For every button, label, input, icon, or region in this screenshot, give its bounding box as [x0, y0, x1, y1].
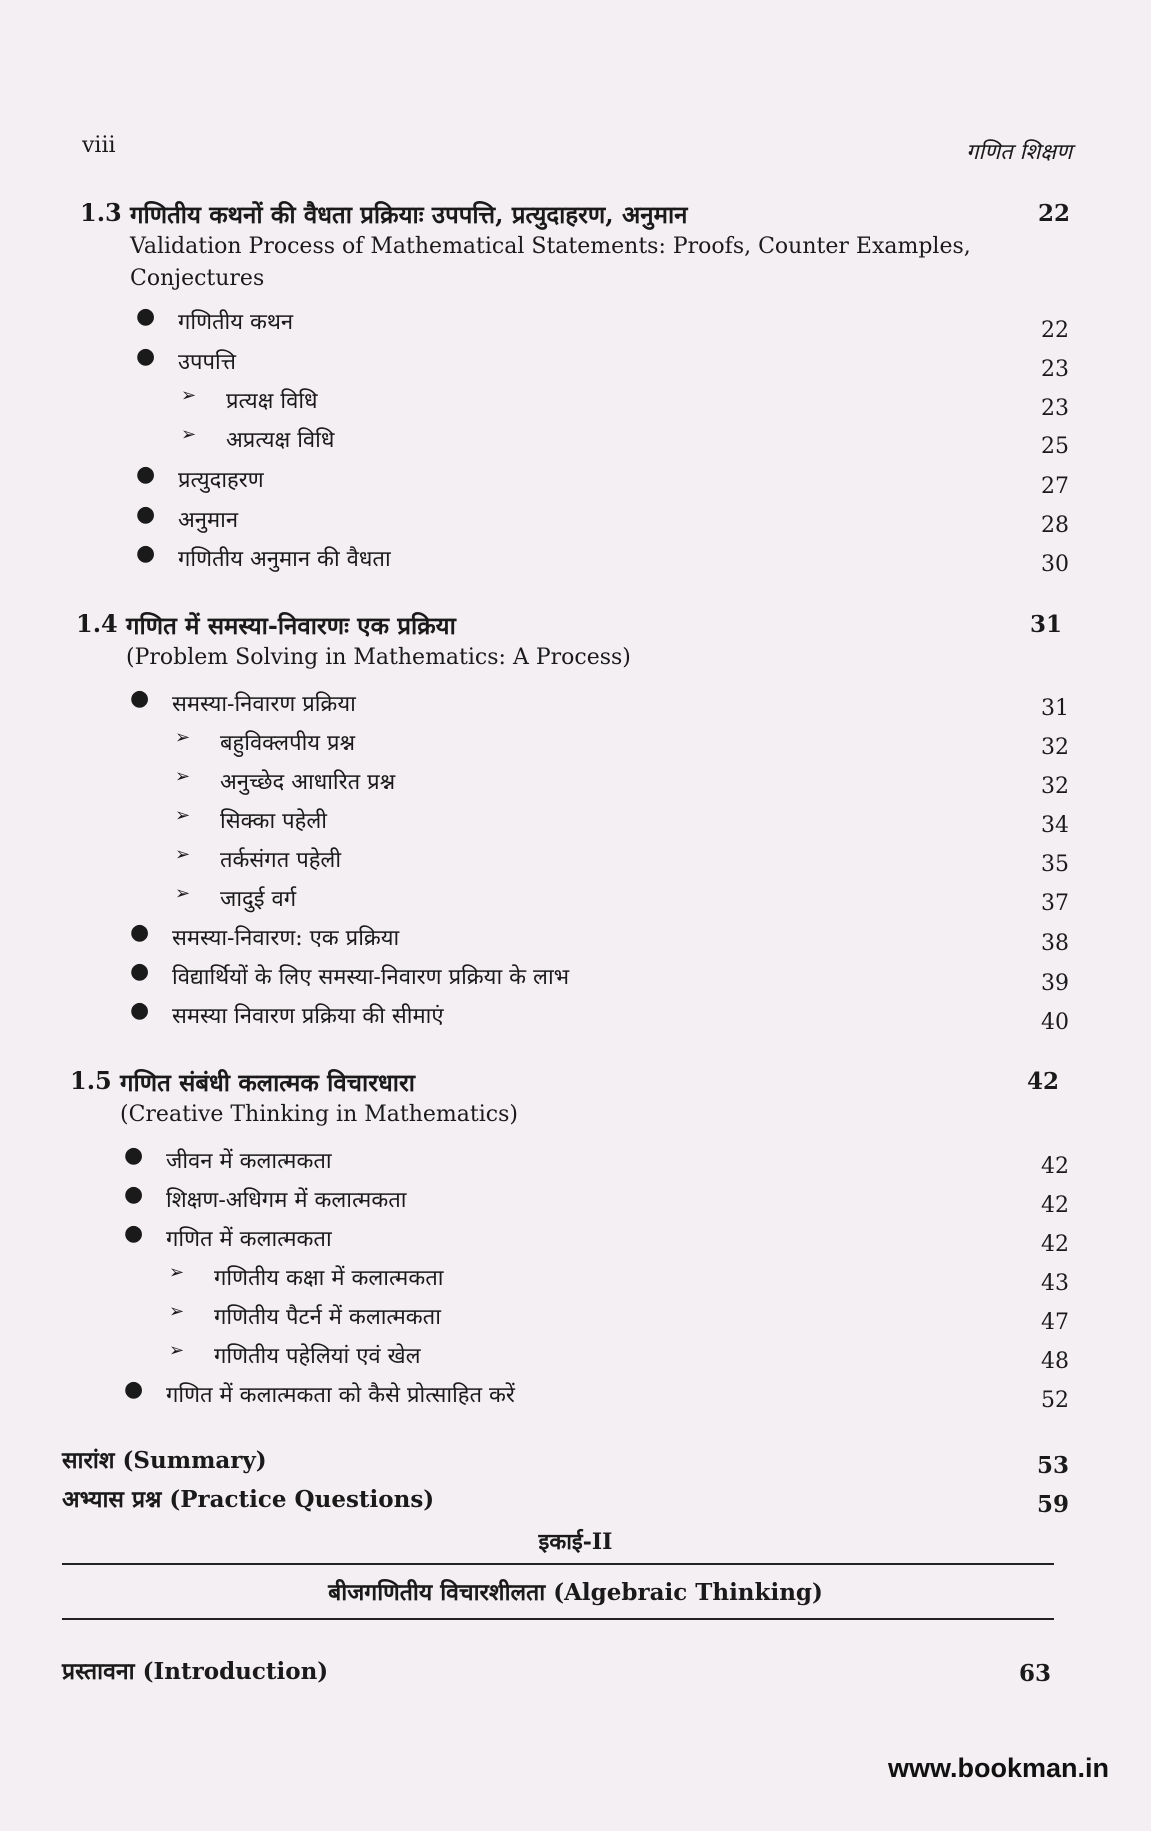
- entry-page: 48: [1041, 1349, 1069, 1374]
- toc-entry: ● गणितीय कथन: [136, 304, 294, 335]
- summary-entry: सारांश (Summary): [62, 1447, 267, 1474]
- entry-page: 42: [1041, 1232, 1069, 1257]
- bullet-icon: ●: [136, 502, 156, 527]
- bullet-icon: ●: [136, 344, 156, 369]
- practice-entry: अभ्यास प्रश्न (Practice Questions): [62, 1486, 435, 1513]
- section-page: 22: [1037, 200, 1070, 227]
- bullet-icon: ●: [130, 686, 150, 711]
- bullet-icon: ●: [124, 1182, 144, 1207]
- bullet-icon: ●: [124, 1143, 144, 1168]
- arrow-bullet-icon: ➢: [181, 424, 197, 445]
- toc-entry: ● अनुमान: [136, 502, 239, 533]
- toc-subentry: ➢ सिक्का पहेली: [175, 805, 327, 834]
- section-title: गणित संबंधी कलात्मक विचारधारा: [120, 1068, 416, 1097]
- entry-page: 23: [1041, 357, 1069, 382]
- section-page: 31: [1029, 611, 1062, 638]
- unit-title: बीजगणितीय विचारशीलता (Algebraic Thinking): [328, 1579, 823, 1606]
- entry-page: 22: [1041, 318, 1069, 343]
- section-number: 1.5: [70, 1066, 112, 1095]
- section-1-4: [76, 609, 1062, 674]
- toc-subentry: ➢ तर्कसंगत पहेली: [175, 844, 342, 873]
- entry-page: 35: [1041, 852, 1069, 877]
- bullet-icon: ●: [136, 462, 156, 487]
- toc-entry: ● गणित में कलात्मकता को कैसे प्रोत्साहित करें: [124, 1377, 515, 1408]
- arrow-bullet-icon: ➢: [175, 805, 191, 826]
- page-number-roman: viii: [82, 133, 116, 158]
- bullet-icon: ●: [136, 541, 156, 566]
- bullet-icon: ●: [124, 1221, 144, 1246]
- arrow-bullet-icon: ➢: [175, 727, 191, 748]
- divider: [62, 1563, 1054, 1565]
- toc-subentry: ➢ अनुच्छेद आधारित प्रश्न: [175, 766, 396, 795]
- section-subtitle: (Problem Solving in Mathematics: A Process): [126, 645, 631, 670]
- running-header: गणित शिक्षण: [966, 140, 1072, 165]
- entry-page: 37: [1041, 891, 1069, 916]
- entry-page: 27: [1041, 474, 1069, 499]
- toc-entry: ● समस्या-निवारण प्रक्रिया: [130, 686, 356, 717]
- toc-entry: ● उपपत्ति: [136, 344, 236, 375]
- introduction-entry: प्रस्तावना (Introduction): [62, 1658, 329, 1685]
- bullet-icon: ●: [136, 304, 156, 329]
- introduction-page: 63: [1018, 1660, 1051, 1687]
- bullet-icon: ●: [130, 959, 150, 984]
- toc-entry: ● गणित में कलात्मकता: [124, 1221, 332, 1252]
- toc-entry: ● विद्यार्थियों के लिए समस्या-निवारण प्रक्रिया के लाभ: [130, 959, 570, 990]
- section-number: 1.4: [76, 609, 118, 638]
- section-subtitle: (Creative Thinking in Mathematics): [120, 1102, 518, 1127]
- entry-page: 42: [1041, 1193, 1069, 1218]
- entry-page: 28: [1041, 513, 1069, 538]
- entry-page: 43: [1041, 1271, 1069, 1296]
- arrow-bullet-icon: ➢: [169, 1301, 185, 1322]
- toc-subentry: ➢ गणितीय पहेलियां एवं खेल: [169, 1340, 421, 1369]
- entry-page: 47: [1041, 1310, 1069, 1335]
- arrow-bullet-icon: ➢: [175, 883, 191, 904]
- arrow-bullet-icon: ➢: [181, 385, 197, 406]
- entry-page: 42: [1041, 1154, 1069, 1179]
- entry-page: 40: [1041, 1010, 1069, 1035]
- arrow-bullet-icon: ➢: [169, 1262, 185, 1283]
- bullet-icon: ●: [130, 920, 150, 945]
- entry-page: 30: [1041, 552, 1069, 577]
- entry-page: 23: [1041, 396, 1069, 421]
- toc-entry: ● समस्या-निवारण: एक प्रक्रिया: [130, 920, 400, 951]
- summary-page: 53: [1036, 1452, 1069, 1479]
- entry-page: 34: [1041, 813, 1069, 838]
- entry-page: 39: [1041, 971, 1069, 996]
- toc-entry: ● शिक्षण-अधिगम में कलात्मकता: [124, 1182, 407, 1213]
- toc-subentry: ➢ जादुई वर्ग: [175, 883, 297, 912]
- toc-entry: ● जीवन में कलात्मकता: [124, 1143, 332, 1174]
- practice-page: 59: [1036, 1491, 1069, 1518]
- section-1-3: [80, 198, 1070, 295]
- toc-subentry: ➢ गणितीय पैटर्न में कलात्मकता: [169, 1301, 441, 1330]
- section-title: गणितीय कथनों की वैधता प्रक्रियाः उपपत्ति, प्रत्युदाहरण, अनुमान: [130, 200, 688, 229]
- toc-subentry: ➢ अप्रत्यक्ष विधि: [181, 424, 335, 453]
- section-title: गणित में समस्या-निवारणः एक प्रक्रिया: [126, 611, 456, 640]
- toc-entry: ● गणितीय अनुमान की वैधता: [136, 541, 391, 572]
- entry-page: 31: [1041, 696, 1069, 721]
- unit-label: इकाई-II: [538, 1529, 613, 1555]
- arrow-bullet-icon: ➢: [175, 766, 191, 787]
- toc-entry: ● प्रत्युदाहरण: [136, 462, 264, 493]
- toc-subentry: ➢ गणितीय कक्षा में कलात्मकता: [169, 1262, 444, 1291]
- section-1-5: [70, 1066, 1059, 1131]
- bullet-icon: ●: [130, 998, 150, 1023]
- section-page: 42: [1026, 1068, 1059, 1095]
- arrow-bullet-icon: ➢: [175, 844, 191, 865]
- watermark-url: www.bookman.in: [887, 1753, 1109, 1783]
- arrow-bullet-icon: ➢: [169, 1340, 185, 1361]
- toc-entry: ● समस्या निवारण प्रक्रिया की सीमाएं: [130, 998, 444, 1029]
- section-subtitle: Validation Process of Mathematical Statements: Proofs, Counter Examples,: [130, 234, 971, 259]
- entry-page: 25: [1041, 434, 1069, 459]
- bullet-icon: ●: [124, 1377, 144, 1402]
- section-subtitle-cont: Conjectures: [130, 266, 265, 291]
- entry-page: 52: [1041, 1388, 1069, 1413]
- toc-subentry: ➢ प्रत्यक्ष विधि: [181, 385, 318, 414]
- entry-page: 32: [1041, 774, 1069, 799]
- section-number: 1.3: [80, 198, 122, 227]
- entry-page: 38: [1041, 931, 1069, 956]
- divider: [62, 1618, 1054, 1620]
- toc-subentry: ➢ बहुविक्लपीय प्रश्न: [175, 727, 356, 756]
- entry-page: 32: [1041, 735, 1069, 760]
